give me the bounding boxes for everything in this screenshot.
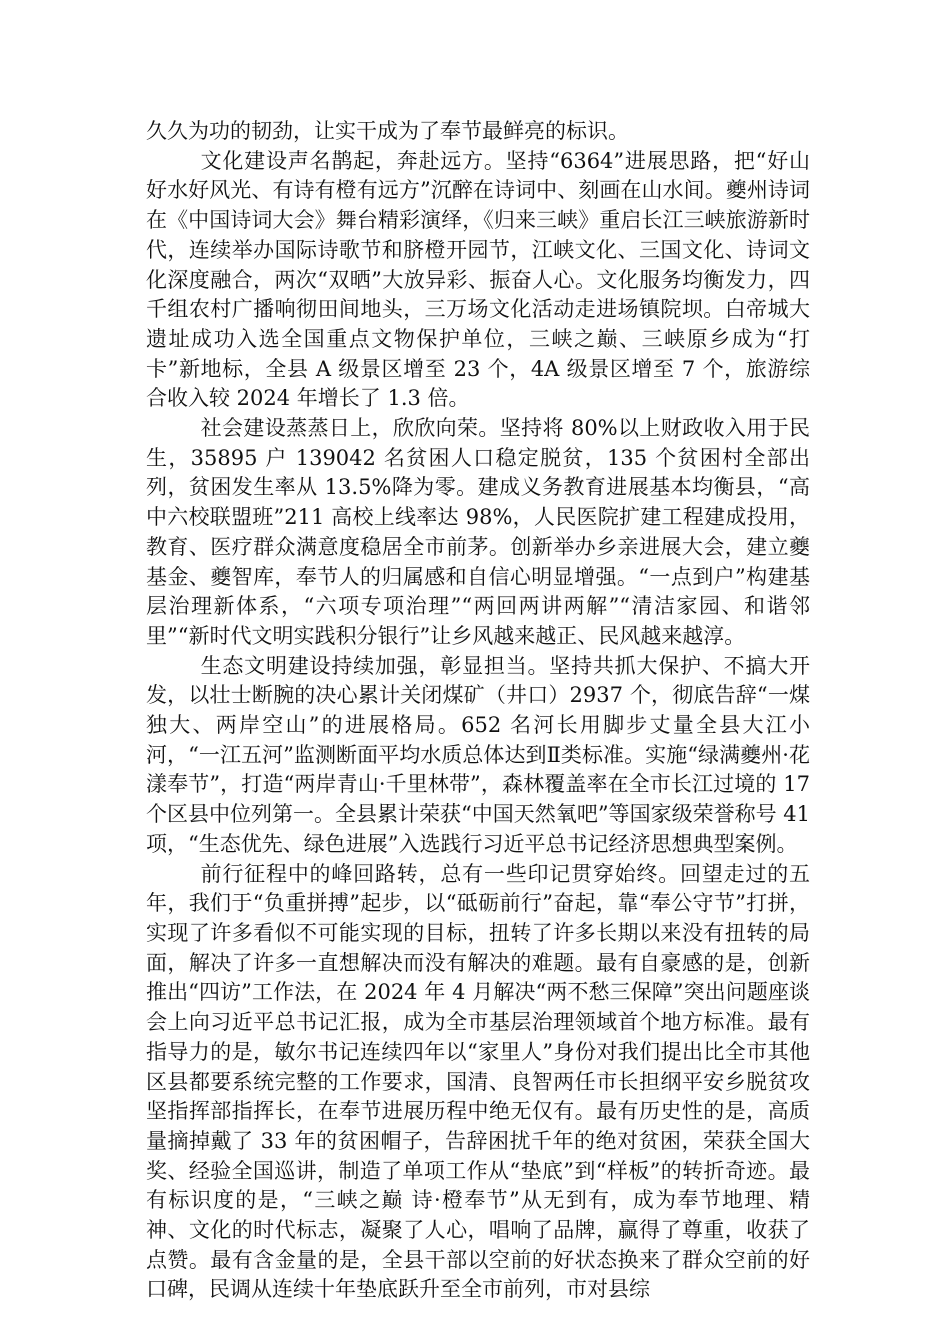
paragraph-society: 社会建设蒸蒸日上，欣欣向荣。坚持将 80%以上财政收入用于民生，35895 户 139042 名贫困人口稳定脱贫，135 个贫困村全部出列，贫困发生率从 13.5%降为零。建成义务教育进展基本均衡县，“高中六校联盟班”211 高校上线率达 98%，人民医院扩建工程建成投用，教育、医疗群众满意度稳居全市前茅。创新举办乡亲进展大会，建立夔基金、夔智库，奉节人的归属感和自信心明显增强。“一点到户”构建基层治理新体系，“六项专项治理”“两回两讲两解”“清洁家园、和谐邻里”“新时代文明实践积分银行”让乡风越来越正、民风越来越淳。 [146,416,810,648]
paragraph-ecology: 生态文明建设持续加强，彰显担当。坚持共抓大保护、不搞大开发，以壮士断腕的决心累计关闭煤矿（井口）2937 个，彻底告辞“一煤独大、两岸空山”的进展格局。652 名河长用脚步丈量全县大江小河，“一江五河”监测断面平均水质总体达到Ⅱ类标准。实施“绿满夔州·花漾奉节”，打造“两岸青山·千里林带”，森林覆盖率在全市长江过境的 17 个区县中位列第一。全县累计荣获“中国天然氧吧”等国家级荣誉称号 41 项，“生态优先、绿色进展”入选践行习近平总书记经济思想典型案例。 [146,653,810,856]
document-body [146,117,810,1305]
paragraph-culture: 文化建设声名鹊起，奔赴远方。坚持“6364”进展思路，把“好山好水好风光、有诗有橙有远方”沉醉在诗词中、刻画在山水间。夔州诗词在《中国诗词大会》舞台精彩演绎，《归来三峡》重启长江三峡旅游新时代，连续举办国际诗歌节和脐橙开园节，江峡文化、三国文化、诗词文化深度融合，两次“双晒”大放异彩、振奋人心。文化服务均衡发力，四千组农村广播响彻田间地头，三万场文化活动走进场镇院坝。白帝城大遗址成功入选全国重点文物保护单位，三峡之巅、三峡原乡成为“打卡”新地标，全县 A 级景区增至 23 个，4A 级景区增至 7 个，旅游综合收入较 2024 年增长了 1.3 倍。 [146,148,810,411]
paragraph-1: 久久为功的韧劲，让实干成为了奉节最鲜亮的标识。 [146,119,629,143]
paragraph-review: 前行征程中的峰回路转，总有一些印记贯穿始终。回望走过的五年，我们于“负重拼搏”起步，以“砥砺前行”奋起，靠“奉公守节”打拼，实现了许多看似不可能实现的目标，扭转了许多长期以来没有扭转的局面，解决了许多一直想解决而没有解决的难题。最有自豪感的是，创新推出“四访”工作法，在 2024 年 4 月解决“两不愁三保障”突出问题座谈会上向习近平总书记汇报，成为全市基层治理领域首个地方标准。最有指导力的是，敏尔书记连续四年以“家里人”身份对我们提出比全市其他区县都要系统完整的工作要求，国清、良智两任市长担纲平安乡脱贫攻坚指挥部指挥长，在奉节进展历程中绝无仅有。最有历史性的是，高质量摘掉戴了 33 年的贫困帽子，告辞困扰千年的绝对贫困，荣获全国大奖、经验全国巡讲，制造了单项工作从“垫底”到“样板”的转折奇迹。最有标识度的是，“三峡之巅 诗·橙奉节”从无到有，成为奉节地理、精神、文化的时代标志，凝聚了人心，唱响了品牌，赢得了尊重，收获了点赞。最有含金量的是，全县干部以空前的好状态换来了群众空前的好口碑，民调从连续十年垫底跃升至全市前列，市对县综 [146,861,810,1302]
